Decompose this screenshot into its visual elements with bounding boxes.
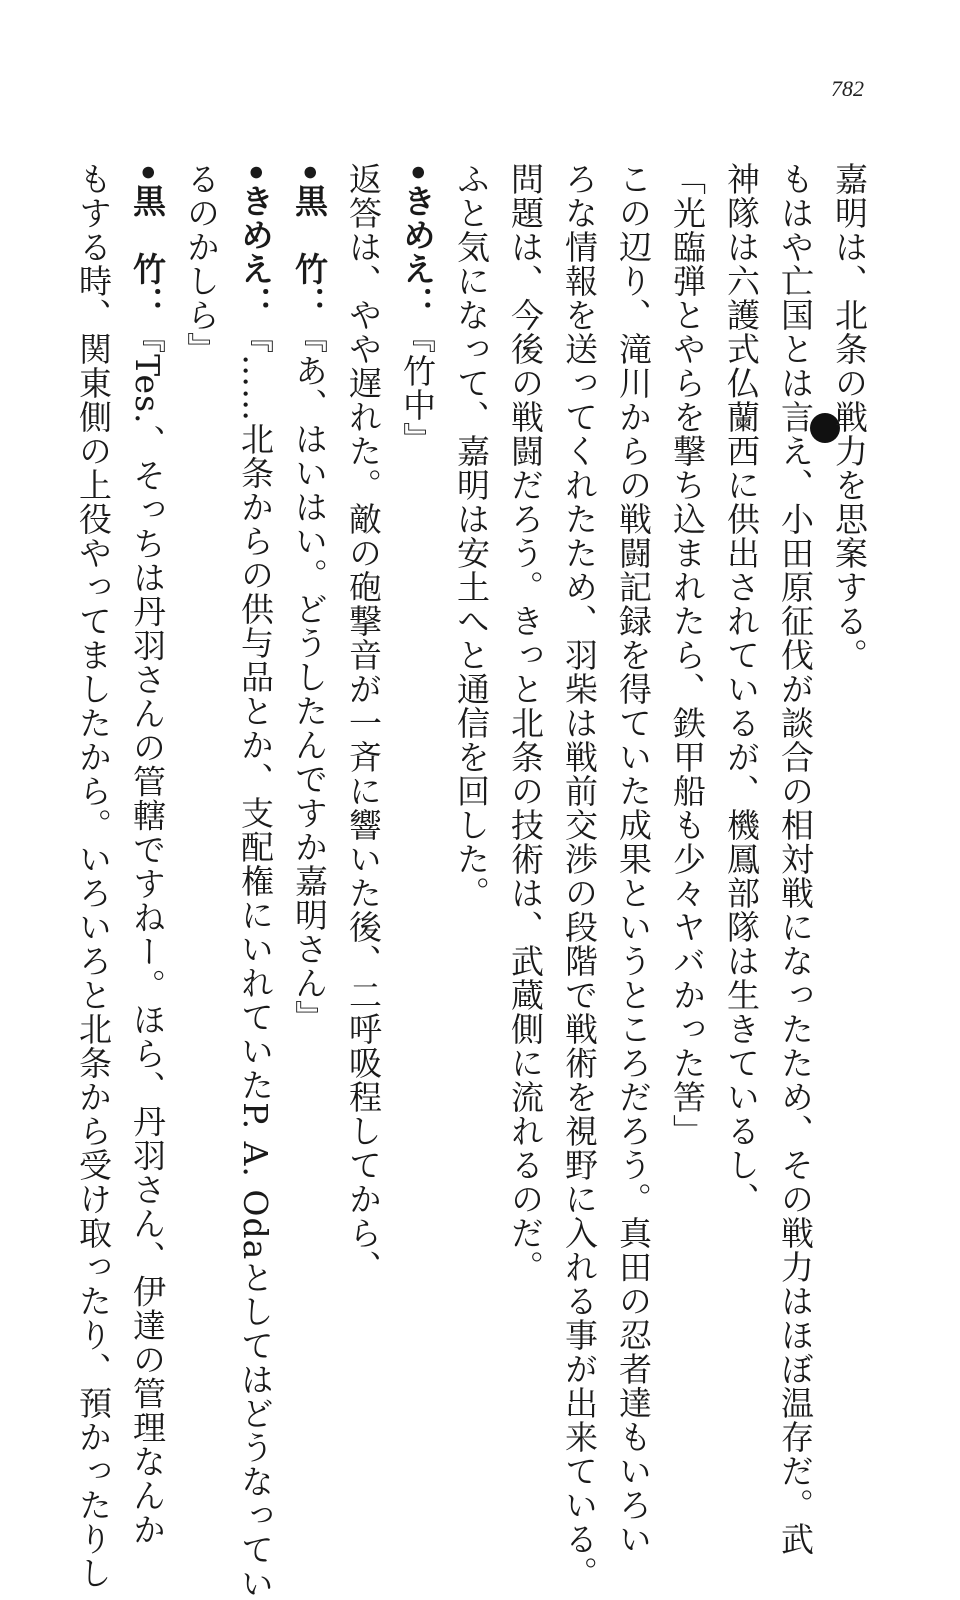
speaker-label: •黒 竹： xyxy=(290,162,329,321)
text-line xyxy=(552,162,606,1590)
speaker-label: •黒 竹： xyxy=(128,162,167,321)
line-text: ふと気になって、嘉明は安土へと通信を回した。 xyxy=(452,162,491,910)
line-text: 問題は、今後の戦闘だろう。きっと北条の技術は、武蔵側に流れるのだ。 xyxy=(506,162,545,1284)
line-text: もはや亡国とは言え、小田原征伐が談合の相対戦になったため、その戦力はほぼ温存だ。武 xyxy=(776,162,815,1556)
text-line xyxy=(336,162,390,1327)
text-line xyxy=(66,162,120,1590)
line-text: ろな情報を送ってくれたため、羽柴は戦前交渉の段階で戦術を視野に入れる事が出来ている。 xyxy=(560,162,599,1590)
text-line xyxy=(714,162,768,1327)
line-text: 『あ、はいはい。どうしたんですか嘉明さん』 xyxy=(290,320,329,1035)
line-text: るのかしら』 xyxy=(182,162,221,366)
vertical-text-block xyxy=(74,162,876,1600)
dialogue-line xyxy=(282,162,336,1327)
dialogue-line xyxy=(390,162,444,1327)
text-line xyxy=(768,162,822,1556)
line-text: 神隊は六護式仏蘭西に供出されているが、機鳳部隊は生きているし、 xyxy=(722,162,761,1216)
dialogue-line xyxy=(120,162,174,1547)
speaker-label: •きめえ： xyxy=(398,162,437,321)
line-text: 『……北条からの供与品とか、支配権にいれていたP. A. Odaとしてはどうなってい xyxy=(236,320,275,1600)
line-text: 「光臨弾とやらを撃ち込まれたら、鉄甲船も少々ヤバかった筈」 xyxy=(668,162,707,1148)
line-text: もする時、関東側の上役やってましたから。いろいろと北条から受け取ったり、預かったりし xyxy=(74,162,113,1590)
line-text: 『竹中』 xyxy=(398,320,437,457)
speaker-label: •きめえ： xyxy=(236,162,275,321)
text-line xyxy=(498,162,552,1327)
text-line xyxy=(444,162,498,1327)
text-line xyxy=(822,162,876,1327)
text-line xyxy=(606,162,660,1556)
text-line xyxy=(660,162,714,1327)
page-number: 782 xyxy=(831,76,864,101)
line-text: 『Tes.、そっちは丹羽さんの管轄ですねー。ほら、丹羽さん、伊達の管理なんか xyxy=(128,320,167,1547)
line-text: この辺り、滝川からの戦闘記録を得ていた成果というところだろう。真田の忍者達もいろい xyxy=(614,162,653,1556)
text-line xyxy=(174,162,228,1327)
line-text: 返答は、やや遅れた。敵の砲撃音が一斉に響いた後、二呼吸程してから、 xyxy=(344,162,383,1284)
line-text: 嘉明は、北条の戦力を思案する。 xyxy=(830,162,869,672)
dialogue-line xyxy=(228,162,282,1600)
